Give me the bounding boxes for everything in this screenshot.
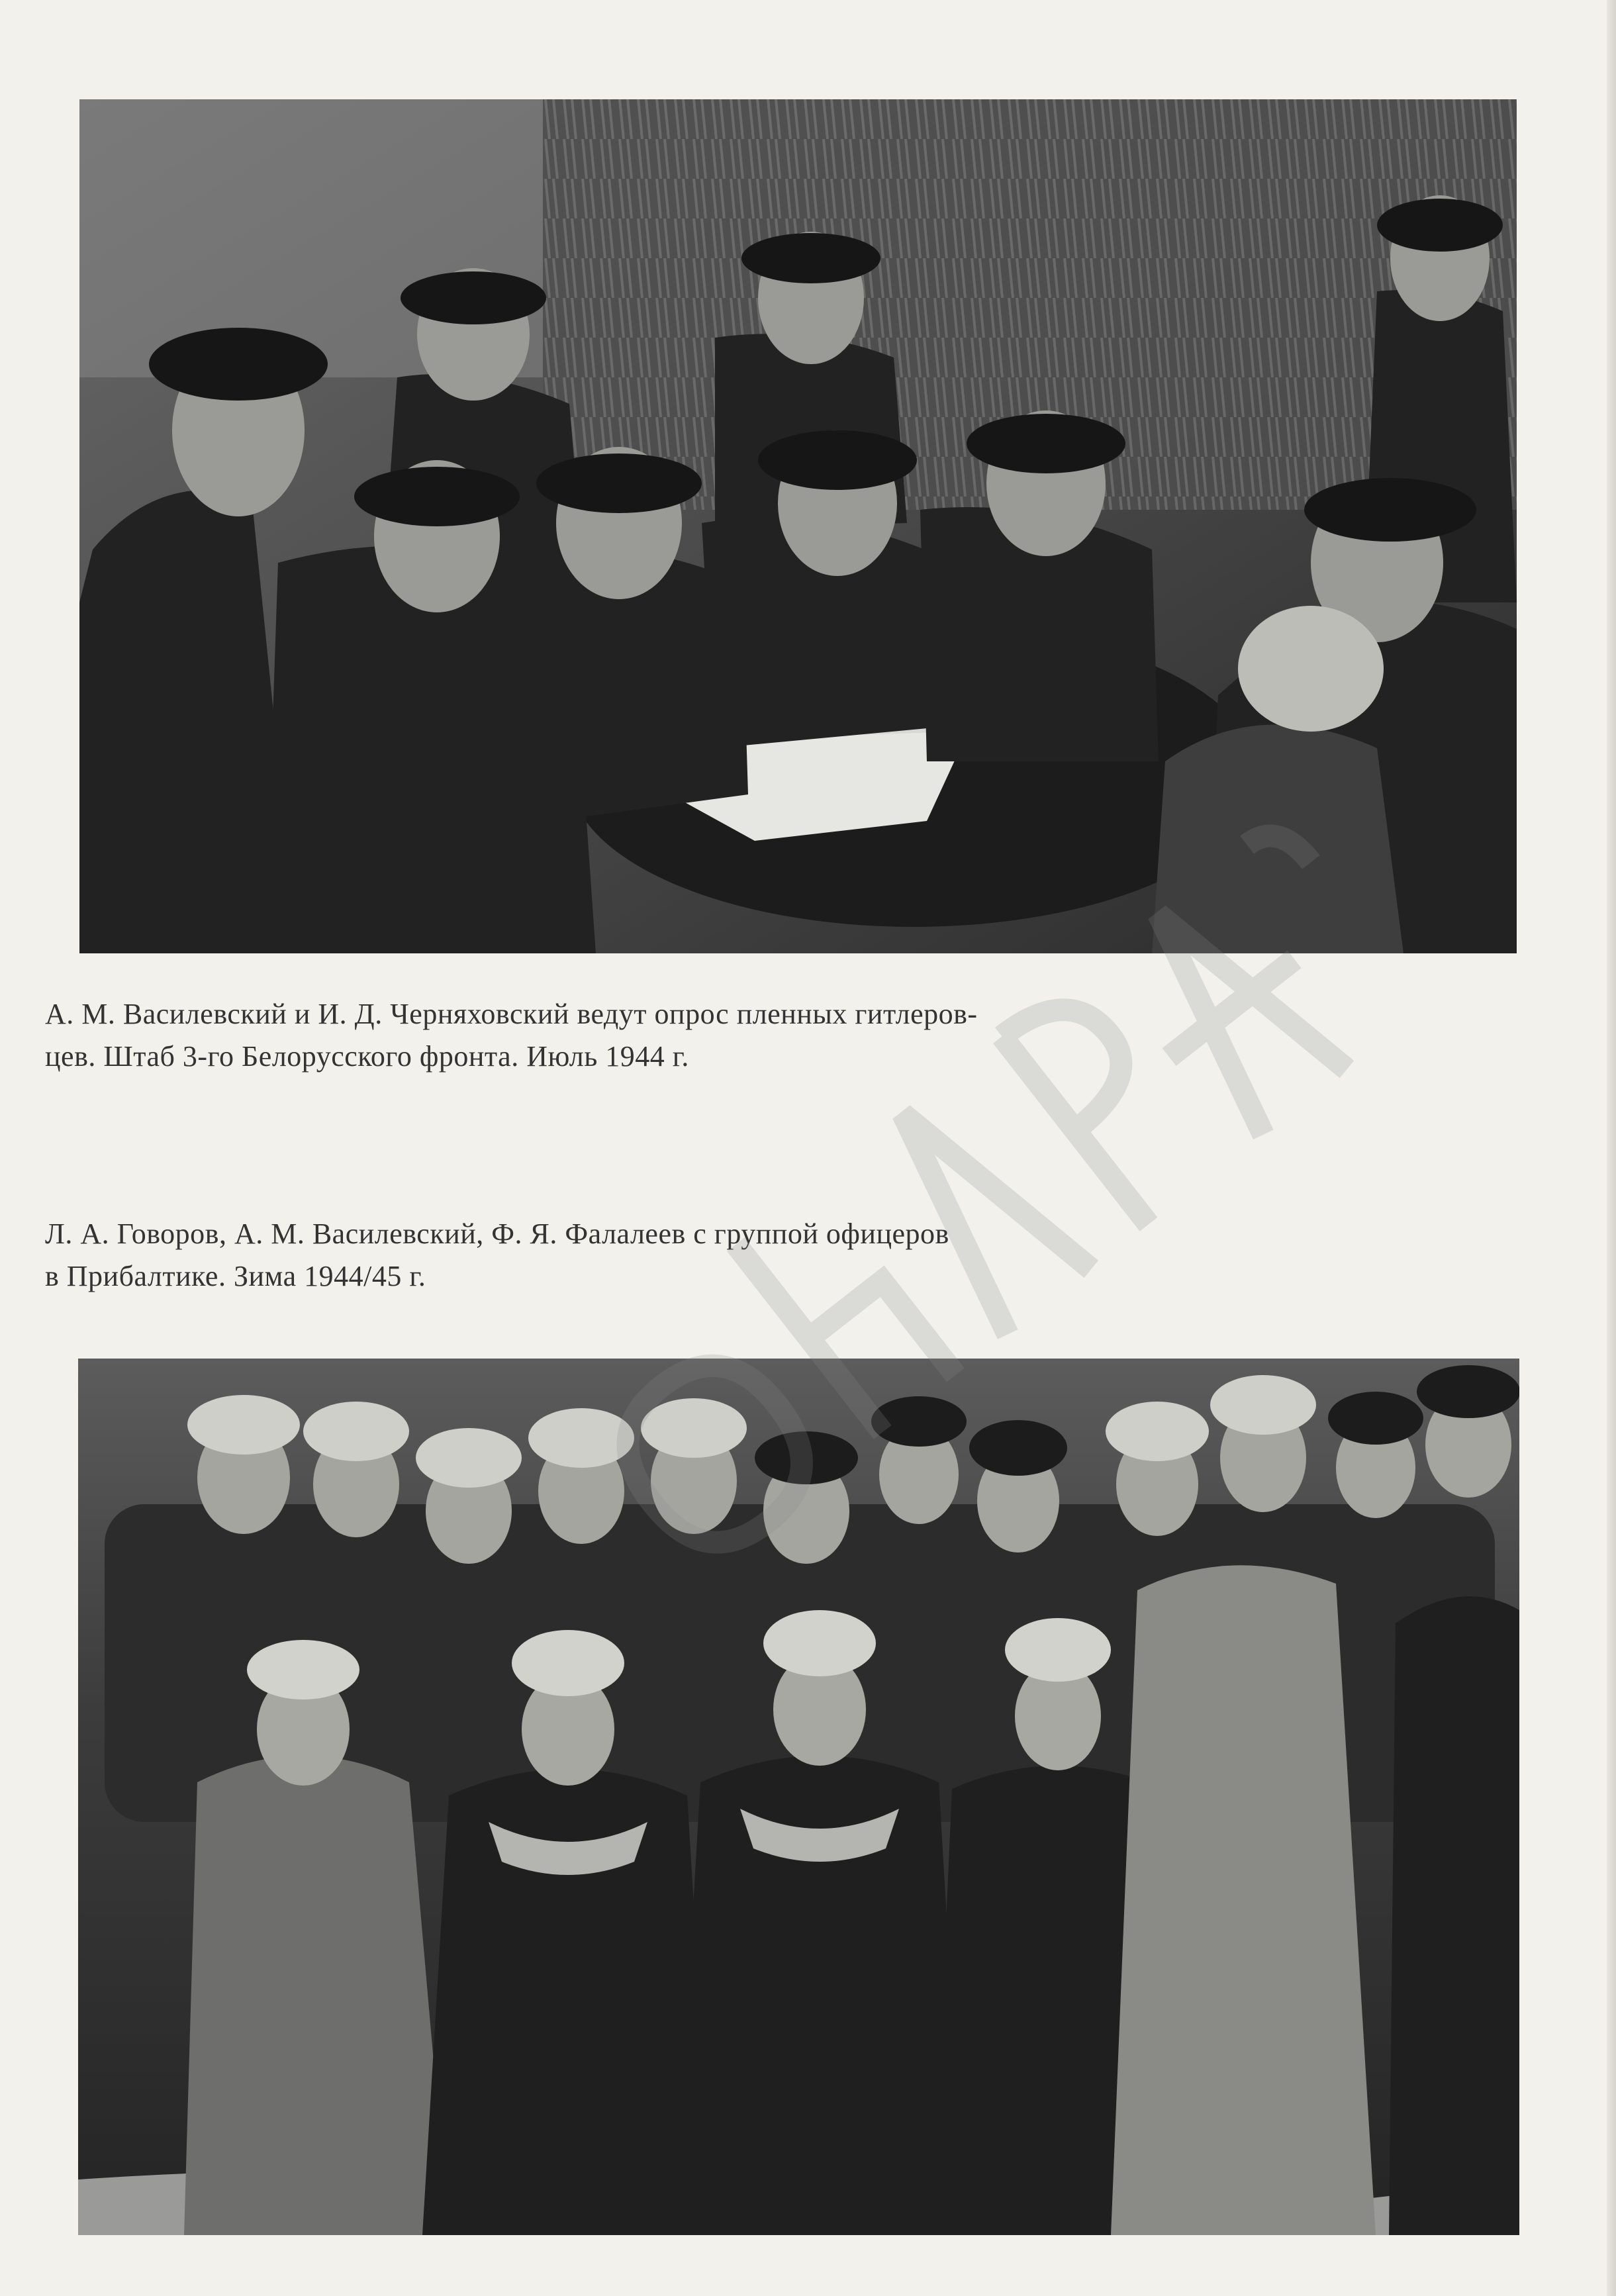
photo-interrogation-image [79, 99, 1517, 953]
caption-group-line-1: Л. А. Говоров, А. М. Василевский, Ф. Я. Фалалеев с группой офицеров [45, 1218, 949, 1250]
photo-group-officers [78, 1359, 1519, 2235]
caption-group [45, 1213, 1382, 1298]
caption-interrogation [45, 993, 1382, 1078]
photo-interrogation [79, 99, 1517, 953]
photo-group-officers-image [78, 1359, 1519, 2235]
page-edge [1607, 0, 1616, 2296]
caption-group-line-2: в Прибалтике. Зима 1944/45 г. [45, 1260, 426, 1292]
caption-interrogation-line-2: цев. Штаб 3-го Белорусского фронта. Июль 1944 г. [45, 1040, 689, 1073]
caption-interrogation-line-1: А. М. Василевский и И. Д. Черняховский ведут опрос пленных гитлеров- [45, 998, 978, 1030]
